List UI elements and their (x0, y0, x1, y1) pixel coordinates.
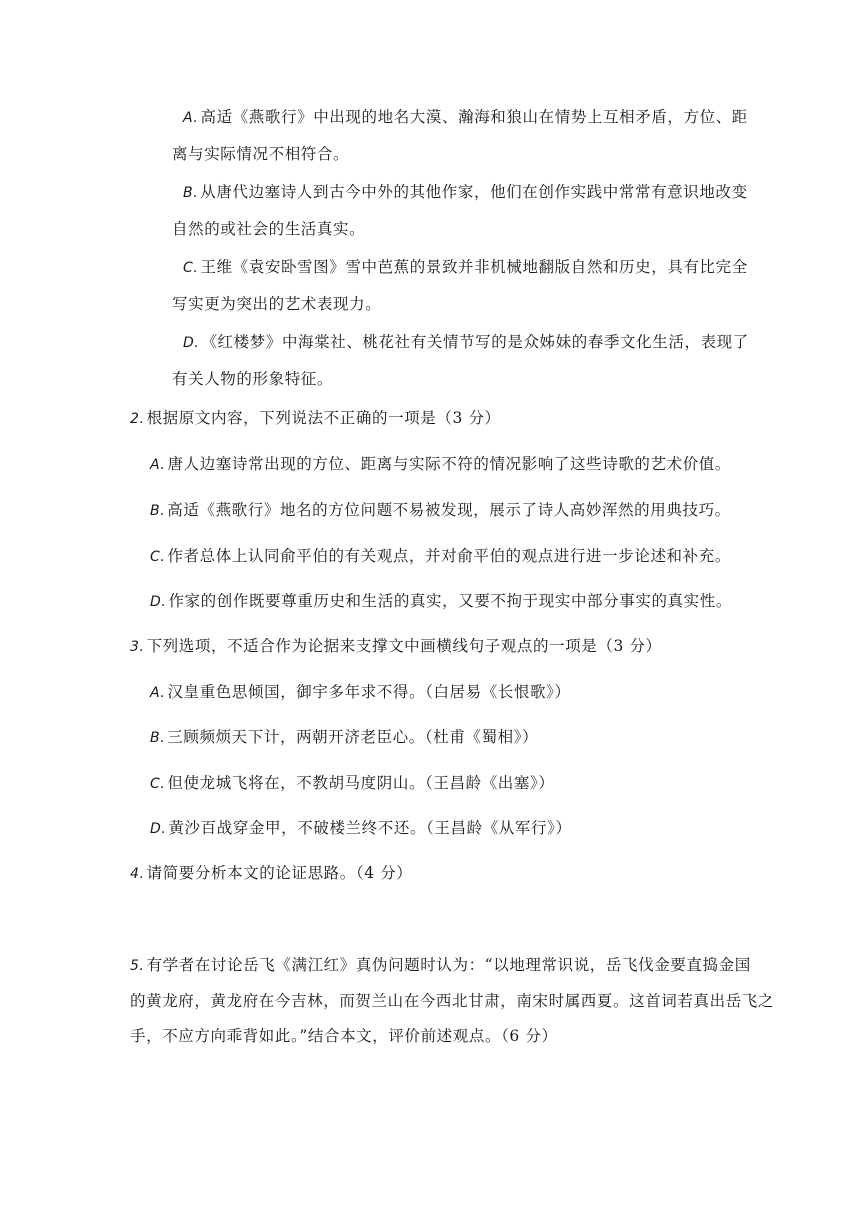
option-text-continued: 离与实际情况不相符合。 (172, 145, 350, 163)
question-number: 5. (130, 958, 145, 974)
option-letter: C. (183, 260, 199, 276)
question-stem: 根据原文内容，下列说法不正确的一项是（3 分） (146, 409, 501, 427)
option-text-continued: 有关人物的形象特征。 (172, 370, 334, 388)
option-letter: A. (150, 685, 166, 701)
question-number: 3. (130, 639, 145, 655)
option-text: 高适《燕歌行》地名的方位问题不易被发现，展示了诗人高妙浑然的用典技巧。 (167, 501, 731, 519)
option-letter: D. (183, 335, 200, 351)
question-number: 4. (130, 866, 145, 882)
option-text: 汉皇重色思倾国，御宇多年求不得。（白居易《长恨歌》） (167, 683, 571, 701)
option-letter: B. (183, 185, 199, 201)
q3-option-d (150, 818, 572, 839)
option-text-continued: 自然的或社会的生活真实。 (172, 220, 366, 238)
q3-option-b (150, 727, 538, 748)
question-stem: 有学者在讨论岳飞《满江红》真伪问题时认为：“以地理常识说，岳飞伐金要直捣金国 (146, 956, 751, 974)
q2-option-c (150, 546, 731, 567)
q2-option-a (150, 454, 731, 475)
option-letter: B. (150, 730, 166, 746)
q3-option-a (150, 682, 571, 703)
option-text: 王维《袁安卧雪图》雪中芭蕉的景致并非机械地翻版自然和历史，具有比完全 (200, 258, 748, 276)
option-text: 三顾频烦天下计，两朝开济老臣心。（杜甫《蜀相》） (167, 728, 539, 746)
option-text: 《红楼梦》中海棠社、桃花社有关情节写的是众姊妹的春季文化生活，表现了 (201, 333, 749, 351)
option-text: 作家的创作既要尊重历史和生活的真实，又要不拘于现实中部分事实的真实性。 (168, 592, 732, 610)
option-text: 作者总体上认同俞平伯的有关观点，并对俞平伯的观点进行进一步论述和补充。 (167, 547, 731, 565)
option-text: 但使龙城飞将在，不教胡马度阴山。（王昌龄《出塞》） (167, 774, 555, 792)
option-text: 高适《燕歌行》中出现的地名大漠、瀚海和狼山在情势上互相矛盾，方位、距 (200, 108, 748, 126)
option-text: 唐人边塞诗常出现的方位、距离与实际不符的情况影响了这些诗歌的艺术价值。 (167, 455, 732, 473)
option-letter: D. (150, 821, 167, 837)
q2-option-d (150, 591, 732, 612)
question-stem-continued: 手，不应方向乖背如此。”结合本文，评价前述观点。（6 分） (130, 1027, 558, 1045)
option-letter: A. (150, 457, 166, 473)
option-letter: B. (150, 503, 166, 519)
question-number: 2. (130, 411, 145, 427)
question-stem-continued: 的黄龙府，黄龙府在今吉林，而贺兰山在今西北甘肃，南宋时属西夏。这首词若真出岳飞之 (130, 992, 775, 1010)
q2-option-b (150, 500, 731, 521)
q3-option-c (150, 773, 554, 794)
question-stem: 请简要分析本文的论证思路。（4 分） (146, 864, 413, 882)
option-text: 黄沙百战穿金甲，不破楼兰终不还。（王昌龄《从军行》） (168, 819, 572, 837)
question-stem: 下列选项，不适合作为论据来支撑文中画横线句子观点的一项是（3 分） (146, 637, 662, 655)
option-letter: C. (150, 776, 166, 792)
option-letter: A. (183, 110, 199, 126)
option-letter: C. (150, 549, 166, 565)
option-text: 从唐代边塞诗人到古今中外的其他作家，他们在创作实践中常常有意识地改变 (200, 183, 748, 201)
option-text-continued: 写实更为突出的艺术表现力。 (172, 295, 382, 313)
option-letter: D. (150, 594, 167, 610)
